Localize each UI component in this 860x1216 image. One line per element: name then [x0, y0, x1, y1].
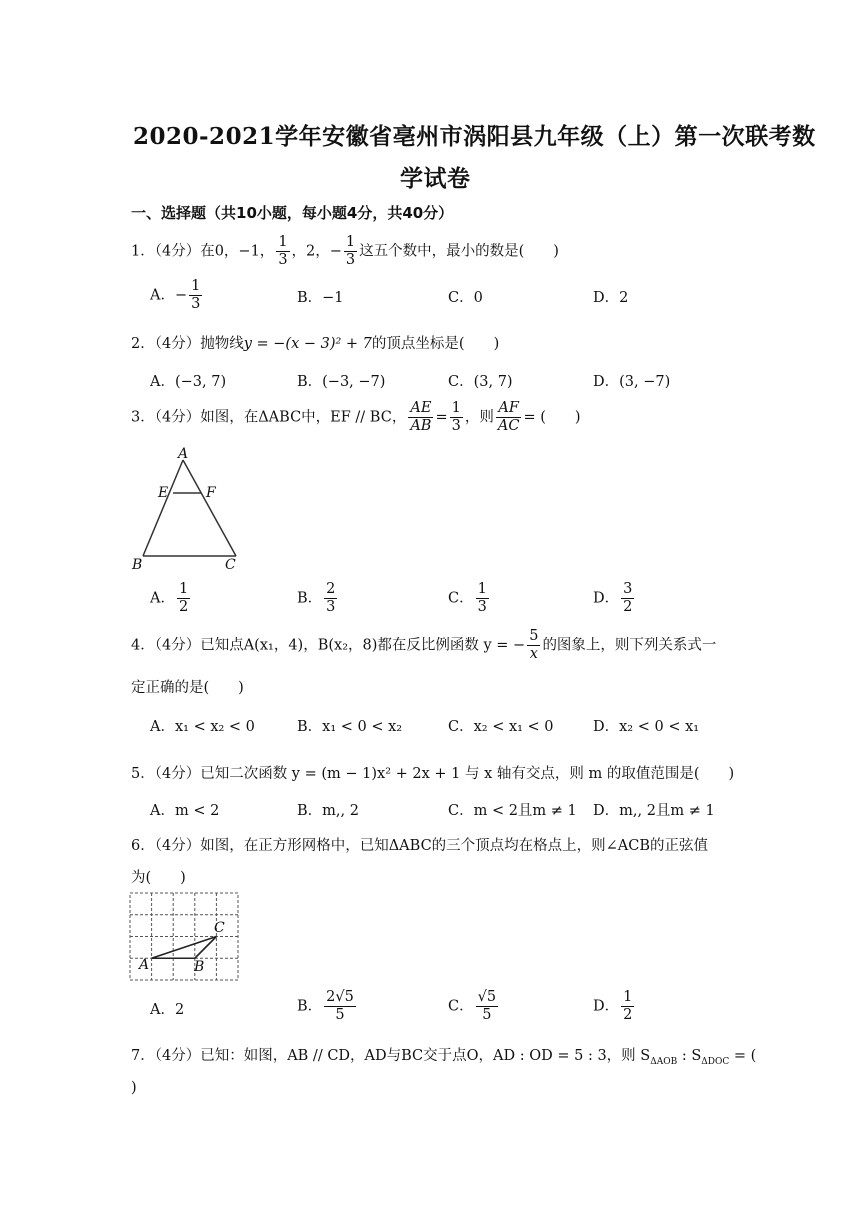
page-title-line-2: 学试卷 — [400, 165, 471, 192]
q3-option-b[interactable]: B． $\frac{2}{3}$ — [297, 581, 336, 615]
q4-option-c[interactable]: C．x₂ < x₁ < 0 — [448, 719, 554, 735]
q2-option-c[interactable]: C．(3, 7) — [448, 374, 513, 390]
q6-option-b[interactable]: B． $\frac{2√5}{5}$ — [297, 989, 354, 1023]
triangle-abc — [152, 937, 217, 959]
label-b: B — [132, 557, 143, 573]
q3-triangle-figure — [128, 444, 248, 574]
q1-option-c[interactable]: C．0 — [448, 290, 483, 306]
q3-option-a[interactable]: A． $\frac{1}{2}$ — [150, 581, 189, 615]
label-a: A — [139, 957, 150, 973]
page-title-line-1: 2020-2021学年安徽省亳州市涡阳县九年级（上）第一次联考数 — [133, 123, 816, 150]
q2-option-d[interactable]: D．(3, −7) — [593, 374, 671, 390]
q3-option-d[interactable]: D． $\frac{3}{2}$ — [593, 581, 633, 615]
q5-option-d[interactable]: D．m,, 2且m ≠ 1 — [593, 803, 715, 819]
question-7-line-1: 7．（4分）已知：如图，AB // CD，AD与BC交于点O，AD : OD = 5 : 3，则 $S_{\Delta AOB}$ : $S_{\Delta DOC}$ = ( — [131, 1048, 757, 1067]
question-1: 1．（4分）在0，−1， $\frac{1}{3}$ ，2，− $\frac{1}{3}$ 这五个数中，最小的数是( ) — [131, 234, 559, 268]
question-7-line-2: ) — [131, 1080, 137, 1096]
label-a: A — [178, 446, 189, 462]
q1-option-b[interactable]: B．−1 — [297, 290, 344, 306]
question-4-line-2: 定正确的是( ) — [131, 680, 244, 696]
question-5: 5．（4分）已知二次函数 y = (m − 1)x² + 2x + 1 与 x 轴有交点，则 m 的取值范围是( ) — [131, 766, 735, 782]
section-heading: 一、选择题（共10小题，每小题4分，共40分） — [131, 204, 454, 222]
label-c: C — [225, 557, 236, 573]
q4-option-a[interactable]: A．x₁ < x₂ < 0 — [150, 719, 255, 735]
q5-option-c[interactable]: C．m < 2且m ≠ 1 — [448, 803, 577, 819]
q2-option-b[interactable]: B．(−3, −7) — [297, 374, 386, 390]
label-b: B — [194, 959, 205, 975]
q1-option-a[interactable]: A．− $\frac{1}{3}$ — [150, 278, 201, 312]
side-ab — [143, 460, 183, 556]
q6-grid-figure — [128, 890, 240, 982]
q3-option-c[interactable]: C． $\frac{1}{3}$ — [448, 581, 487, 615]
q5-option-a[interactable]: A．m < 2 — [150, 803, 220, 819]
question-2: 2．（4分）抛物线y = −(x − 3)² + 7的顶点坐标是( ) — [131, 336, 500, 352]
label-c: C — [214, 920, 225, 936]
question-6-line-2: 为( ) — [131, 870, 186, 886]
label-e: E — [158, 485, 169, 501]
q6-option-a[interactable]: A．2 — [150, 1002, 185, 1018]
q2-option-a[interactable]: A．(−3, 7) — [150, 374, 227, 390]
q1-option-d[interactable]: D．2 — [593, 290, 629, 306]
label-f: F — [206, 485, 216, 501]
question-6-line-1: 6．（4分）如图，在正方形网格中，已知ΔABC的三个顶点均在格点上，则∠ACB的正弦值 — [131, 838, 709, 854]
side-ac — [183, 460, 236, 556]
q5-option-b[interactable]: B．m,, 2 — [297, 803, 359, 819]
q6-option-c[interactable]: C． $\frac{√5}{5}$ — [448, 989, 497, 1023]
q6-option-d[interactable]: D． $\frac{1}{2}$ — [593, 989, 633, 1023]
q4-option-d[interactable]: D．x₂ < 0 < x₁ — [593, 719, 700, 735]
question-3: 3．（4分）如图，在ΔABC中，EF // BC， $\frac{AE}{AB}$ = $\frac{1}{3}$ ，则 $\frac{AF}{AC}$ = ( ) — [131, 400, 581, 434]
q4-option-b[interactable]: B．x₁ < 0 < x₂ — [297, 719, 403, 735]
question-4-line-1: 4．（4分）已知点A(x₁，4)，B(x₂，8)都在反比例函数 y = − $\frac{5}{x}$ 的图象上，则下列关系式一 — [131, 628, 717, 662]
